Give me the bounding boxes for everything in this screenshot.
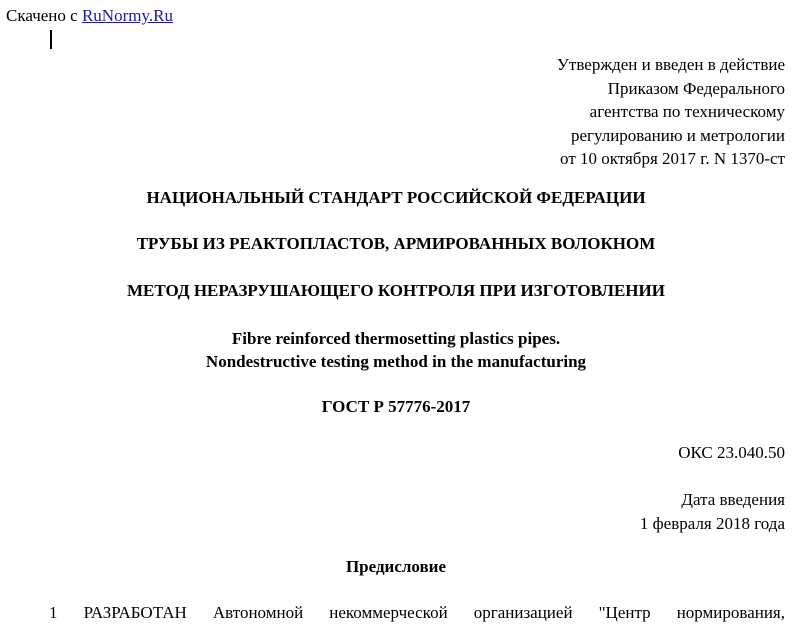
text-cursor — [50, 30, 52, 49]
preface-heading: Предисловие — [345, 557, 447, 576]
approval-block — [557, 53, 785, 171]
source-link[interactable]: RuNormy.Ru — [81, 6, 173, 25]
approval-line: от 10 октября 2017 г. N 1370-ст — [560, 149, 785, 168]
source-line — [6, 6, 173, 26]
approval-line: регулированию и метрологии — [570, 125, 785, 145]
preface-paragraph-1: 1 РАЗРАБОТАН Автономной некоммерческой организацией "Центр нормирования, — [49, 603, 785, 622]
introduction-date-label: Дата введения — [681, 490, 785, 509]
standard-designation: ГОСТ Р 57776-2017 — [321, 397, 471, 416]
approval-line: агентства по техническому — [589, 102, 785, 121]
introduction-date-block — [640, 488, 785, 536]
approval-line: Приказом Федерального — [607, 78, 785, 98]
english-title-line-2: Nondestructive testing method in the manufacturing — [205, 352, 587, 371]
english-title — [0, 327, 792, 373]
standard-type-heading: НАЦИОНАЛЬНЫЙ СТАНДАРТ РОССИЙСКОЙ ФЕДЕРАЦИИ — [146, 188, 646, 207]
source-prefix: Скачено с — [6, 6, 82, 25]
title-line-2: МЕТОД НЕРАЗРУШАЮЩЕГО КОНТРОЛЯ ПРИ ИЗГОТОВЛЕНИИ — [127, 281, 665, 300]
approval-line: Утвержден и введен в действие — [556, 55, 785, 74]
title-line-1: ТРУБЫ ИЗ РЕАКТОПЛАСТОВ, АРМИРОВАННЫХ ВОЛОКНОМ — [136, 234, 656, 253]
introduction-date: 1 февраля 2018 года — [639, 514, 785, 533]
oks-code: ОКС 23.040.50 — [678, 443, 785, 462]
english-title-line-1: Fibre reinforced thermosetting plastics pipes. — [231, 329, 561, 348]
